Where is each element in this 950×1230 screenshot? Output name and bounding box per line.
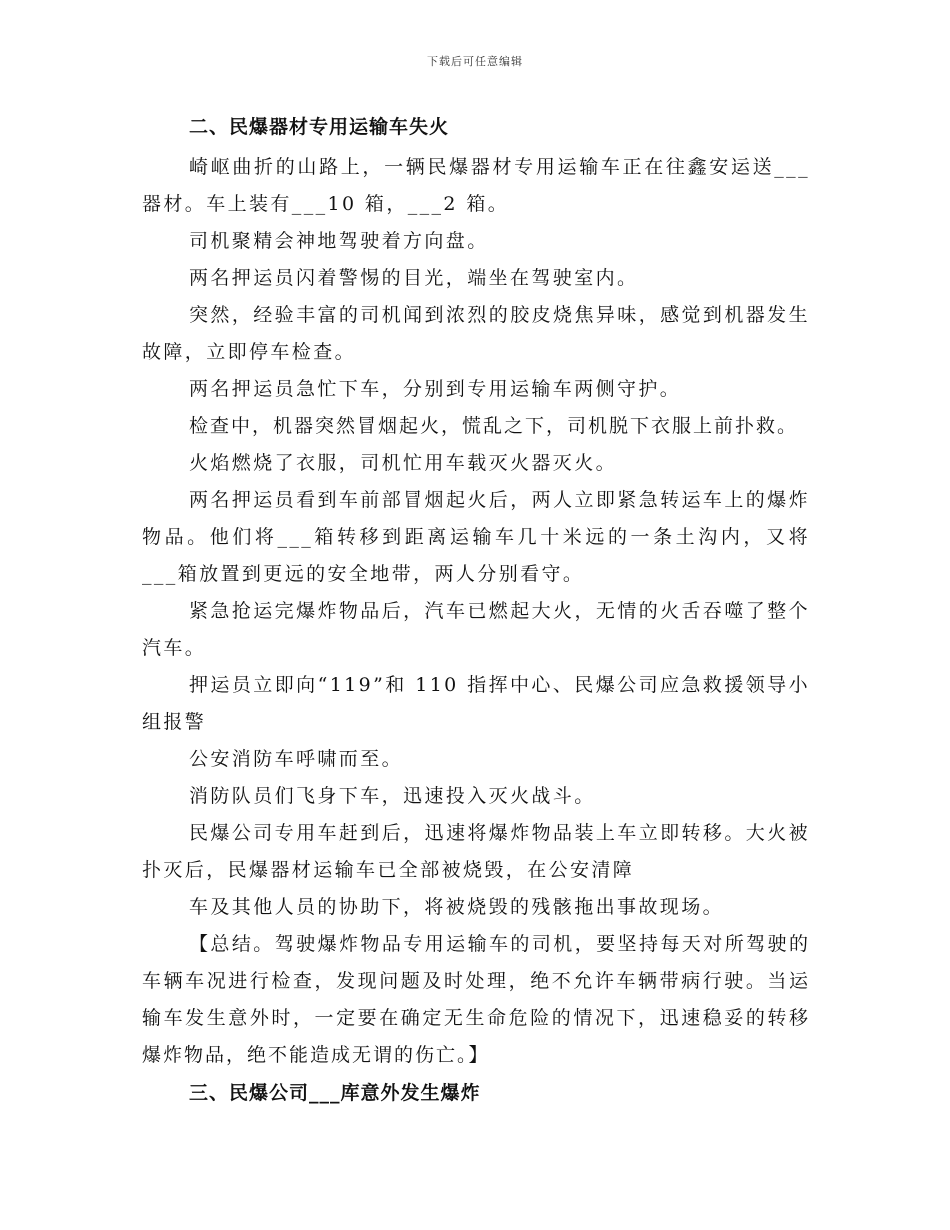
paragraph-11: 公安消防车呼啸而至。 bbox=[189, 748, 404, 770]
section-2-heading: 二、民爆器材专用运输车失火 bbox=[189, 116, 450, 138]
page-header: 下载后可任意编辑 bbox=[427, 55, 523, 68]
paragraph-2: 司机聚精会神地驾驶着方向盘。 bbox=[189, 230, 489, 252]
paragraph-3: 两名押运员闪着警惕的目光，端坐在驾驶室内。 bbox=[189, 267, 639, 289]
paragraph-14: 车及其他人员的协助下，将被烧毁的残骸拖出事故现场。 bbox=[189, 896, 725, 918]
paragraph-4: 突然，经验丰富的司机闻到浓烈的胶皮烧焦异味，感觉到机器发生故障，立即停车检查。 bbox=[142, 304, 810, 363]
summary-paragraph: 【总结。驾驶爆炸物品专用运输车的司机，要坚持每天对所驾驶的车辆车况进行检查，发现问题及时处理，绝不允许车辆带病行驶。当运输车发生意外时，一定要在确定无生命危险的情况下，迅速稳妥的转移爆炸物品，绝不能造成无谓的伤亡。】 bbox=[142, 933, 810, 1066]
paragraph-8: 两名押运员看到车前部冒烟起火后，两人立即紧急转运车上的爆炸物品。他们将___箱转移到距离运输车几十米远的一条土沟内，又将___箱放置到更远的安全地带，两人分别看守。 bbox=[142, 489, 810, 585]
section-3-heading: 三、民爆公司___库意外发生爆炸 bbox=[189, 1082, 481, 1104]
paragraph-5: 两名押运员急忙下车，分别到专用运输车两侧守护。 bbox=[189, 378, 682, 400]
paragraph-7: 火焰燃烧了衣服，司机忙用车载灭火器灭火。 bbox=[189, 452, 618, 474]
paragraph-13: 民爆公司专用车赶到后，迅速将爆炸物品装上车立即转移。大火被扑灭后，民爆器材运输车已全部被烧毁，在公安清障 bbox=[142, 822, 810, 881]
paragraph-10: 押运员立即向“119”和 110 指挥中心、民爆公司应急救援领导小组报警 bbox=[142, 674, 810, 733]
paragraph-12: 消防队员们飞身下车，迅速投入灭火战斗。 bbox=[189, 785, 596, 807]
paragraph-1: 崎岖曲折的山路上，一辆民爆器材专用运输车正在往鑫安运送___器材。车上装有___10 箱，___2 箱。 bbox=[142, 156, 810, 215]
document-body bbox=[142, 112, 810, 1115]
paragraph-9: 紧急抢运完爆炸物品后，汽车已燃起大火，无情的火舌吞噬了整个汽车。 bbox=[142, 600, 810, 659]
paragraph-6: 检查中，机器突然冒烟起火，慌乱之下，司机脱下衣服上前扑救。 bbox=[189, 415, 799, 437]
